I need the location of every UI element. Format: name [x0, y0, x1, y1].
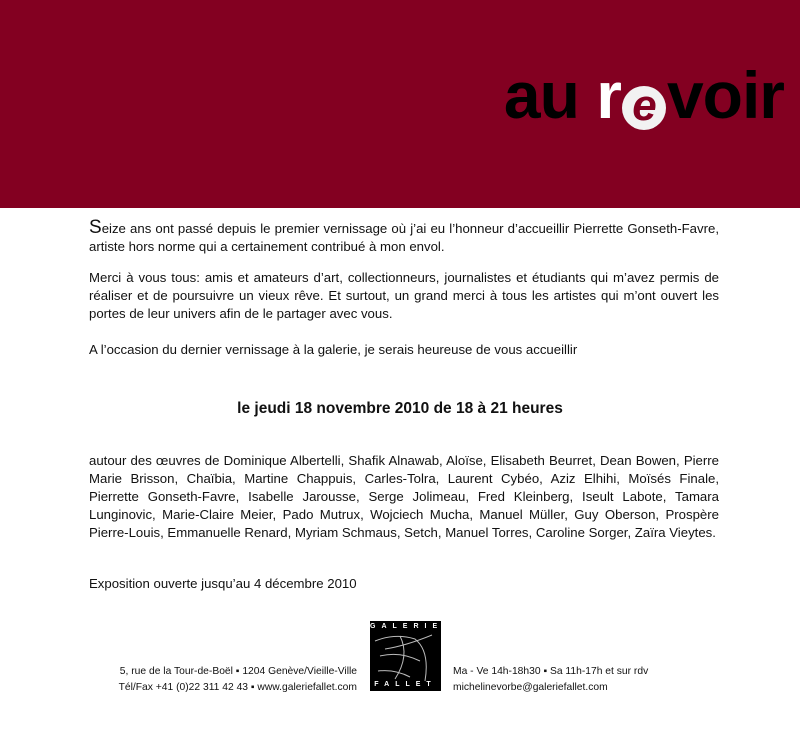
footer-address: [119, 664, 357, 696]
email-link[interactable]: michelinevorbe@galeriefallet.com: [453, 682, 608, 693]
header-banner: [0, 0, 800, 208]
logo-top-text: GALERIE: [370, 623, 444, 630]
title-e-logo: e: [622, 86, 666, 130]
address: 5, rue de la Tour-de-Boël ▪ 1204 Genève/Vieille-Ville: [119, 666, 357, 677]
title-voir: voir: [666, 58, 784, 132]
event-date: le jeudi 18 novembre 2010 de 18 à 21 heures: [237, 400, 563, 417]
intro-paragraph-3: A l’occasion du dernier vernissage à la galerie, je serais heureuse de vous accueillir: [89, 342, 578, 357]
artists-list: autour des œuvres de Dominique Albertelli, Shafik Alnawab, Aloïse, Elisabeth Beurret, Dean Bowen, Pierre Marie Brisson, Chaïbia, Martine Chappuis, Carles-Tolra, Laurent Cybéo, Aziz Elhihi, Moïsés Finale, Pierrette Gonseth-Favre, Isabelle Jarousse, Serge Jolimeau, Fred Kleinberg, Iseult Labote, Tamara Lunginovic, Marie-Claire Meier, Pado Mutrux, Wojciech Mucha, Manuel Müller, Guy Oberson, Prospère Pierre-Louis, Emmanuelle Renard, Myriam Schmaus, Setch, Manuel Torres, Caroline Sorger, Zaïra Vieytes.: [89, 453, 719, 540]
drop-initial: S: [89, 217, 102, 238]
title-au: au: [503, 58, 597, 132]
page-title: [503, 58, 784, 132]
title-r: r: [596, 58, 621, 132]
exhibition-dates: Exposition ouverte jusqu’au 4 décembre 2010: [89, 576, 357, 591]
opening-hours: Ma - Ve 14h-18h30 ▪ Sa 11h-17h et sur rdv: [453, 666, 649, 677]
phone-website[interactable]: Tél/Fax +41 (0)22 311 42 43 ▪ www.galeriefallet.com: [118, 682, 357, 693]
logo-bottom-text: FALLET: [374, 681, 437, 688]
intro-paragraph-2: Merci à vous tous: amis et amateurs d’art, collectionneurs, journalistes et étudiants qui m’avez permis de réaliser et de poursuivre un vieux rêve. Et surtout, un grand merci à tous les artistes qui m’ont ouvert les portes de leur univers afin de le partager avec vous.: [89, 270, 719, 321]
intro-text-1: eize ans ont passé depuis le premier vernissage où j’ai eu l’honneur d’accueillir Pierrette Gonseth-Favre, artiste hors norme qui a certainement contribué à mon envol.: [89, 221, 719, 254]
footer-contact: [453, 664, 648, 696]
intro-paragraph-1: [89, 219, 719, 256]
galerie-fallet-logo: [370, 621, 444, 691]
